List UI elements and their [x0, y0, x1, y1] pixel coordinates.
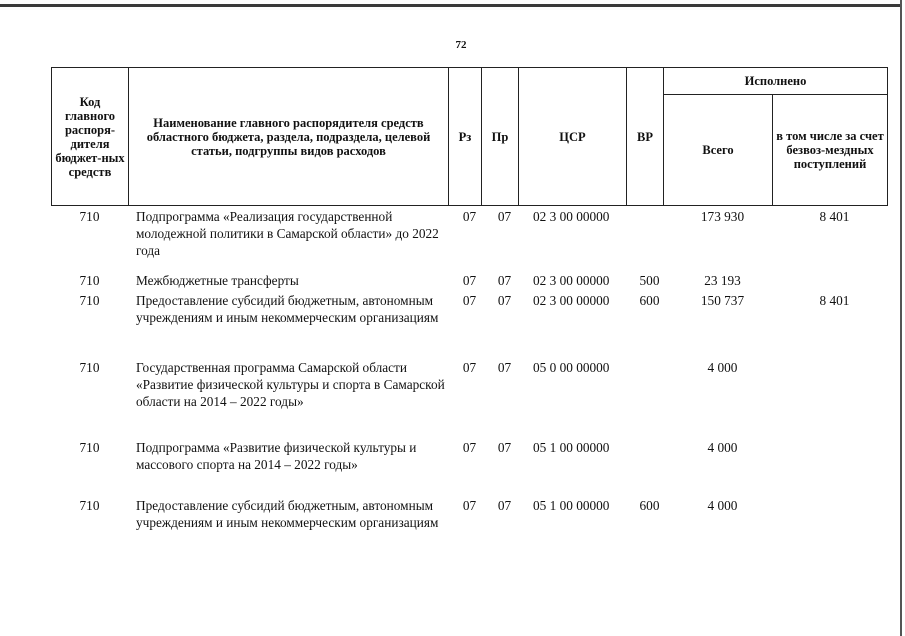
- cell-bezv: 8 401: [819, 293, 850, 308]
- table-row: [51, 269, 892, 289]
- table-row: [51, 436, 892, 494]
- cell-vsego: 173 930: [700, 209, 745, 224]
- cell-vsego: 23 193: [704, 273, 741, 288]
- cell-rz: 07: [462, 360, 477, 375]
- header-vr: ВР: [627, 68, 664, 206]
- cell-rz: 07: [462, 293, 477, 308]
- cell-rz: 07: [462, 440, 477, 455]
- cell-vr: [631, 436, 668, 494]
- cell-name: Предоставление субсидий бюджетным, автономным учреждениям и иным некоммерческим организациям: [136, 498, 439, 530]
- cell-csr: 05 0 00 00000: [533, 360, 610, 375]
- cell-name: Межбюджетные трансферты: [136, 273, 299, 288]
- header-rz: Рз: [449, 68, 482, 206]
- cell-csr: 05 1 00 00000: [533, 440, 610, 455]
- cell-vr: [631, 356, 668, 436]
- cell-kod: 710: [79, 498, 100, 513]
- table-row: [51, 205, 892, 269]
- cell-pr: 07: [497, 498, 512, 513]
- table-body: [51, 205, 892, 554]
- cell-csr: 02 3 00 00000: [533, 293, 610, 308]
- cell-csr: 05 1 00 00000: [533, 498, 610, 513]
- header-pr: Пр: [482, 68, 519, 206]
- cell-vsego: 150 737: [700, 293, 745, 308]
- cell-pr: 07: [497, 209, 512, 224]
- cell-bezv: [777, 356, 892, 436]
- cell-bezv: 8 401: [819, 209, 850, 224]
- header-csr: ЦСР: [519, 68, 627, 206]
- top-rule: [0, 4, 900, 7]
- page-number: 72: [455, 39, 467, 51]
- cell-bezv: [777, 494, 892, 554]
- cell-vr: 500: [639, 273, 660, 288]
- cell-kod: 710: [79, 440, 100, 455]
- cell-vr: 600: [639, 293, 660, 308]
- cell-name: Предоставление субсидий бюджетным, автономным учреждениям и иным некоммерческим организациям: [136, 293, 439, 325]
- header-name: Наименование главного распорядителя средств областного бюджета, раздела, подраздела, целевой статьи, подгруппы видов расходов: [129, 68, 449, 206]
- cell-csr: 02 3 00 00000: [533, 273, 610, 288]
- table-header: [51, 67, 888, 206]
- cell-rz: 07: [462, 498, 477, 513]
- cell-kod: 710: [79, 360, 100, 375]
- cell-pr: 07: [497, 360, 512, 375]
- cell-pr: 07: [497, 293, 512, 308]
- cell-pr: 07: [497, 440, 512, 455]
- cell-kod: 710: [79, 273, 100, 288]
- table-row: [51, 356, 892, 436]
- cell-name: Подпрограмма «Реализация государственной молодежной политики в Самарской области» до 2022 года: [136, 209, 439, 258]
- header-bezv: в том числе за счет безвоз-мездных поступлений: [773, 95, 888, 206]
- cell-name: Государственная программа Самарской области «Развитие физической культуры и спорта в Самарской области на 2014 – 2022 годы»: [136, 360, 445, 409]
- cell-rz: 07: [462, 209, 477, 224]
- cell-csr: 02 3 00 00000: [533, 209, 610, 224]
- right-rule: [900, 0, 902, 636]
- cell-bezv: [777, 269, 892, 289]
- cell-pr: 07: [497, 273, 512, 288]
- cell-vr: 600: [639, 498, 660, 513]
- cell-vsego: 4 000: [707, 498, 738, 513]
- table-row: [51, 289, 892, 356]
- table-row: [51, 494, 892, 554]
- cell-vsego: 4 000: [707, 360, 738, 375]
- cell-name: Подпрограмма «Развитие физической культуры и массового спорта на 2014 – 2022 годы»: [136, 440, 417, 472]
- header-ispolneno: Исполнено: [664, 68, 888, 95]
- header-kod: Код главного распоря-дителя бюджет-ных средств: [52, 68, 129, 206]
- header-vsego: Всего: [664, 95, 773, 206]
- cell-kod: 710: [79, 209, 100, 224]
- cell-kod: 710: [79, 293, 100, 308]
- cell-rz: 07: [462, 273, 477, 288]
- cell-vr: [631, 205, 668, 269]
- cell-vsego: 4 000: [707, 440, 738, 455]
- cell-bezv: [777, 436, 892, 494]
